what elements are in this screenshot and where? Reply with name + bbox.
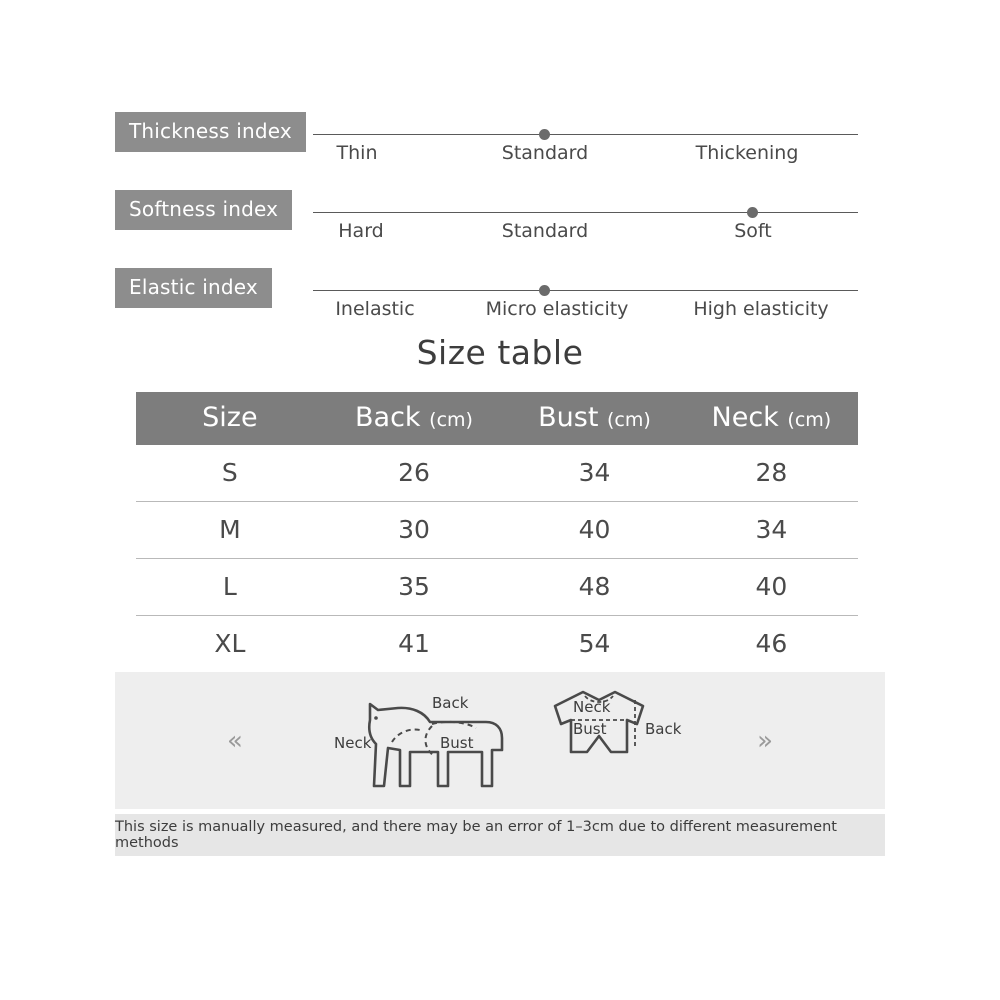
size-table-body bbox=[136, 445, 858, 673]
cell-bust: 48 bbox=[504, 559, 685, 616]
cell-neck: 40 bbox=[685, 559, 858, 616]
header-neck-text: Neck bbox=[711, 402, 779, 433]
next-arrow-icon[interactable]: » bbox=[757, 725, 773, 756]
cell-back: 26 bbox=[324, 445, 505, 502]
index-row-elastic bbox=[115, 256, 875, 334]
cell-bust: 40 bbox=[504, 502, 685, 559]
cell-size: M bbox=[136, 502, 324, 559]
tick-label: Hard bbox=[338, 220, 384, 242]
garment-measurement-figure bbox=[525, 686, 685, 796]
shirt-back-label: Back bbox=[645, 720, 682, 738]
cell-size: S bbox=[136, 445, 324, 502]
cell-back: 41 bbox=[324, 616, 505, 673]
header-bust-unit: (cm) bbox=[607, 409, 651, 431]
softness-tick-labels bbox=[313, 220, 858, 250]
table-row bbox=[136, 559, 858, 616]
prev-arrow-icon[interactable]: « bbox=[227, 725, 243, 756]
elastic-scale bbox=[313, 256, 858, 326]
shirt-neck-label: Neck bbox=[573, 698, 611, 716]
header-bust bbox=[504, 392, 685, 445]
measurement-illustration-band bbox=[115, 672, 885, 809]
tick-label: Standard bbox=[501, 142, 589, 164]
size-table-head bbox=[136, 392, 858, 445]
thickness-tick-labels bbox=[313, 142, 858, 172]
cell-neck: 46 bbox=[685, 616, 858, 673]
tick-label: Micro elasticity bbox=[485, 298, 629, 320]
measurement-note bbox=[115, 814, 885, 856]
cell-size: L bbox=[136, 559, 324, 616]
tick-label: High elasticity bbox=[693, 298, 829, 320]
header-neck-unit: (cm) bbox=[787, 409, 832, 431]
softness-scale bbox=[313, 178, 858, 248]
tick-label: Thin bbox=[336, 142, 378, 164]
table-row bbox=[136, 616, 858, 673]
tick-label: Thickening bbox=[695, 142, 799, 164]
softness-scale-marker bbox=[747, 207, 758, 218]
dog-back-label: Back bbox=[432, 694, 469, 712]
measurement-note-text: This size is manually measured, and there may be an error of 1–3cm due to different measurement methods bbox=[115, 819, 837, 851]
dog-neck-label: Neck bbox=[334, 734, 372, 752]
scale-line bbox=[313, 290, 858, 291]
elastic-index-label: Elastic index bbox=[115, 268, 272, 308]
header-bust-text: Bust bbox=[538, 402, 599, 433]
header-back-text: Back bbox=[355, 402, 421, 433]
cell-neck: 34 bbox=[685, 502, 858, 559]
header-back bbox=[324, 392, 505, 445]
header-size-text: Size bbox=[202, 402, 258, 433]
cell-bust: 54 bbox=[504, 616, 685, 673]
header-neck bbox=[685, 392, 858, 445]
tick-label: Inelastic bbox=[335, 298, 415, 320]
elastic-scale-marker bbox=[539, 285, 550, 296]
tick-label: Standard bbox=[501, 220, 589, 242]
cell-neck: 28 bbox=[685, 445, 858, 502]
scale-line bbox=[313, 134, 858, 135]
table-row bbox=[136, 502, 858, 559]
table-header-row bbox=[136, 392, 858, 445]
elastic-tick-labels bbox=[313, 298, 858, 328]
scale-line bbox=[313, 212, 858, 213]
tick-label: Soft bbox=[734, 220, 772, 242]
softness-index-label: Softness index bbox=[115, 190, 292, 230]
index-block bbox=[115, 100, 875, 334]
thickness-index-label: Thickness index bbox=[115, 112, 306, 152]
cell-size: XL bbox=[136, 616, 324, 673]
size-table bbox=[136, 392, 858, 673]
dog-measurement-figure bbox=[334, 686, 520, 796]
dog-bust-label: Bust bbox=[440, 734, 474, 752]
thickness-scale bbox=[313, 100, 858, 170]
cell-back: 30 bbox=[324, 502, 505, 559]
cell-bust: 34 bbox=[504, 445, 685, 502]
header-back-unit: (cm) bbox=[429, 409, 473, 431]
size-table-title: Size table bbox=[416, 333, 584, 372]
header-size bbox=[136, 392, 324, 445]
shirt-bust-label: Bust bbox=[573, 720, 607, 738]
cell-back: 35 bbox=[324, 559, 505, 616]
index-row-thickness bbox=[115, 100, 875, 178]
table-row bbox=[136, 445, 858, 502]
thickness-scale-marker bbox=[539, 129, 550, 140]
index-row-softness bbox=[115, 178, 875, 256]
